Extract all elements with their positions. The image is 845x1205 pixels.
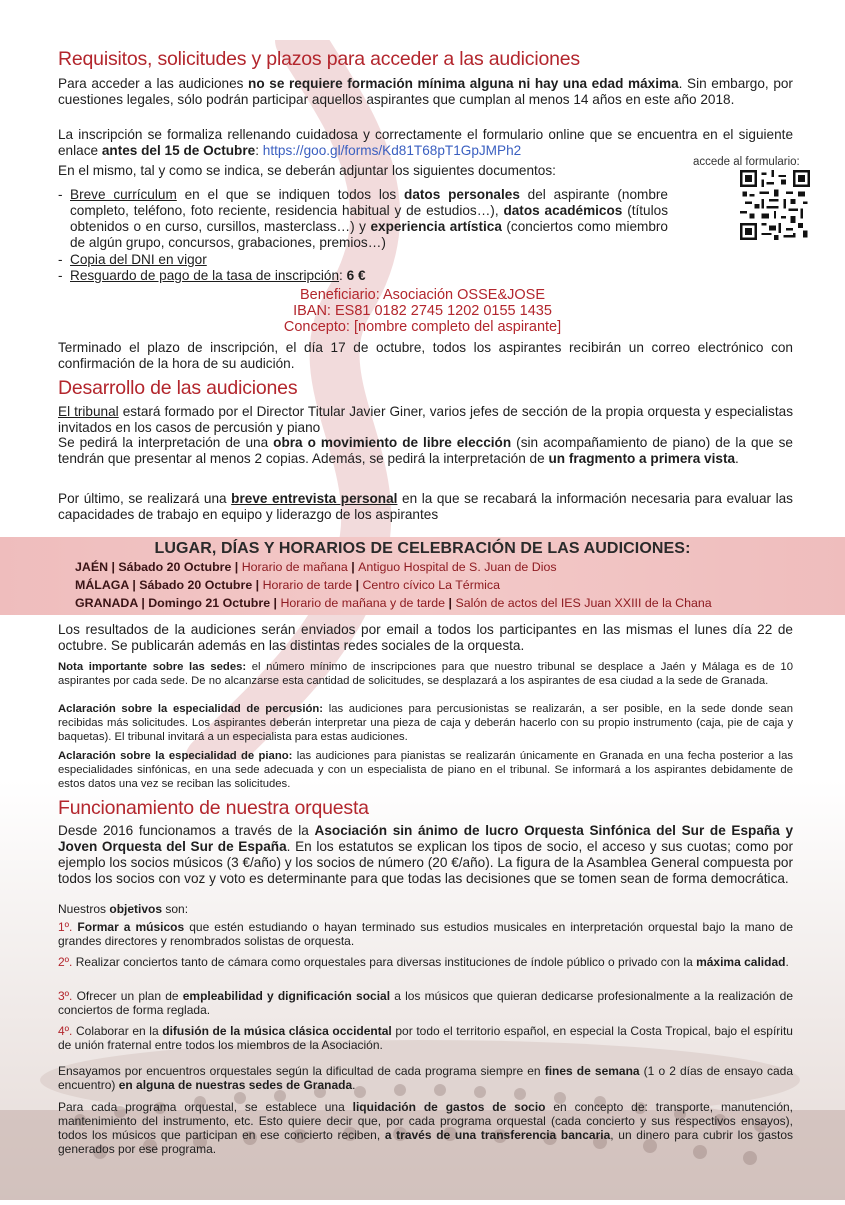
nota-percusion: Aclaración sobre la especialidad de percusión: las audiciones para percusionistas se realizarán, a ser posible, en la sede donde sean recibidas más solicitudes. Los aspirantes deberán interpretar una pieza de caja y deberán hacerlo con su propio instrumento (caja, pie de caja y baquetas). El tribunal invitará a un especialista para estas audiciones. [58, 703, 793, 743]
section-title-desarrollo: Desarrollo de las audiciones [58, 377, 298, 399]
desarrollo-paragraph-1: El tribunal estará formado por el Director Titular Javier Giner, varios jefes de sección de la propia orquesta y especialistas invitados en los casos de percusión y piano [58, 404, 793, 435]
bank-beneficiario: Beneficiario: Asociación OSSE&JOSE [299, 287, 545, 303]
objetivo-4: 4º. Colaborar en la difusión de la música clásica occidental por todo el territorio español, en especial la Costa Tropical, bajo el espíritu de unión fraternal entre todos los miembros de la Asociación. [58, 1024, 793, 1052]
objetivo-2: 2º. Realizar conciertos tanto de cámara como orquestales para diversas instituciones de índole público o privado con la máxima calidad. [58, 955, 789, 969]
objetivos-intro: Nuestros objetivos son: [58, 902, 189, 916]
nota-sedes: Nota importante sobre las sedes: el número mínimo de inscripciones para que nuestro tribunal se desplace a Jaén y Málaga es de 10 aspirantes por cada sede. De no alcanzarse esta cantidad de solicitudes, se desplazará a los aspirantes de esa ciudad a la sede de Granada. [58, 661, 793, 687]
requisitos-paragraph-2: La inscripción se formaliza rellenando cuidadosa y correctamente el formulario online que se encuentra en el siguiente enlace antes del 15 de Octubre: https://goo.gl/forms/Kd81T68pT1GpJMPh2 [58, 127, 793, 158]
objetivo-3: 3º. Ofrecer un plan de empleabilidad y dignificación social a los músicos que quieran dedicarse profesionalmente a la realización de conciertos de forma reglada. [58, 989, 794, 1017]
venue-row-jaen: JAÉN | Sábado 20 Octubre | Horario de mañana | Antiguo Hospital de S. Juan de Dios [75, 560, 557, 574]
ensayos-paragraph: Ensayamos por encuentros orquestales según la dificultad de cada programa siempre en fines de semana (1 o 2 días de ensayo cada encuentro) en alguna de nuestras sedes de Granada. [58, 1064, 793, 1092]
form-link[interactable]: https://goo.gl/forms/Kd81T68pT1GpJMPh2 [262, 143, 522, 158]
desarrollo-paragraph-3: Por último, se realizará una breve entrevista personal en la que se recabará la información necesaria para evaluar las capacidades de trabajo en equipo y liderazgo de los aspirantes [58, 491, 793, 522]
desarrollo-paragraph-2: Se pedirá la interpretación de una obra o movimiento de libre elección (sin acompañamiento de piano) de la que se tendrán que presentar al menos 2 copias. Además, se pedirá la interpretación de un fragmento a primera vista. [58, 435, 793, 466]
document-item-dni: - Copia del DNI en vigor [58, 252, 207, 267]
gastos-paragraph: Para cada programa orquestal, se establece una liquidación de gastos de socio en concepto de: transporte, manutención, mantenimiento del instrumento, etc. Esto quiere decir que, por cada programa orquestal (cada concierto y sus respectivos ensayos), todos los músicos que participan en ese concierto reciben, a través de una transferencia bancaria, un dinero para cubrir los gastos generados por ese programa. [58, 1100, 794, 1156]
qr-label: accede al formulario: [693, 156, 800, 168]
requisitos-paragraph-1: Para acceder a las audiciones no se requiere formación mínima alguna ni hay una edad máxima. Sin embargo, por cuestiones legales, sólo podrán participar aquellos aspirantes que cumplan al menos 14 años en este año 2018. [58, 76, 793, 107]
bank-concepto: Concepto: [nombre completo del aspirante] [283, 319, 562, 335]
qr-code-icon[interactable] [740, 170, 810, 240]
document-item-curriculum: - Breve currículum en el que se indiquen todos los datos personales del aspirante (nombre completo, teléfono, foto reciente, residencia habitual y de estudios…), datos académicos (títulos obtenidos o en curso, cursillos, masterclass…) y experiencia artística (conciertos como miembro de algún grupo, concursos, grabaciones, premios…) [58, 187, 668, 250]
funcionamiento-paragraph-1: Desde 2016 funcionamos a través de la Asociación sin ánimo de lucro Orquesta Sinfónica del Sur de España y Joven Orquesta del Sur de España. En los estatutos se explican los tipos de socio, el acceso y sus cuotas; como por ejemplo los socios músicos (3 €/año) y los socios de número (20 €/año). La figura de la Asamblea General compuesta por todos los socios con voz y voto es determinante para que todas las decisiones que se tomen sean de forma democrática. [58, 823, 794, 886]
venue-row-malaga: MÁLAGA | Sábado 20 Octubre | Horario de tarde | Centro cívico La Térmica [75, 578, 500, 592]
venue-row-granada: GRANADA | Domingo 21 Octubre | Horario de mañana y de tarde | Salón de actos del IES Juan XXIII de la Chana [75, 596, 712, 610]
nota-piano: Aclaración sobre la especialidad de piano: las audiciones para pianistas se realizarán únicamente en Granada en una fecha posterior a las especialidades sinfónicas, en una sede adecuada y con un especialista de piano en el tribunal. Se informará a los aspirantes debidamente de estos datos una vez se reciban las solicitudes. [58, 750, 793, 790]
resultados-paragraph: Los resultados de la audiciones serán enviados por email a todos los participantes en las mismas el lunes día 22 de octubre. Se publicarán además en las distintas redes sociales de la orquesta. [58, 622, 793, 653]
bank-iban: IBAN: ES81 0182 2745 1202 0155 1435 [293, 303, 552, 319]
section-title-funcionamiento: Funcionamiento de nuestra orquesta [58, 797, 369, 819]
section-title-requisitos: Requisitos, solicitudes y plazos para acceder a las audiciones [58, 48, 580, 70]
venues-title: LUGAR, DÍAS Y HORARIOS DE CELEBRACIÓN DE LAS AUDICIONES: [154, 540, 691, 557]
objetivo-1: 1º. Formar a músicos que estén estudiando o hayan terminado sus estudios musicales en interpretación orquestal bajo la mano de grandes directores y renombrados solistas de orquesta. [58, 920, 793, 948]
requisitos-paragraph-3: En el mismo, tal y como se indica, se deberán adjuntar los siguientes documentos: [58, 163, 556, 178]
document-item-pago: - Resguardo de pago de la tasa de inscripción: 6 € [58, 268, 366, 283]
requisitos-paragraph-4: Terminado el plazo de inscripción, el día 17 de octubre, todos los aspirantes recibirán un correo electrónico con confirmación de la hora de su audición. [58, 340, 793, 371]
